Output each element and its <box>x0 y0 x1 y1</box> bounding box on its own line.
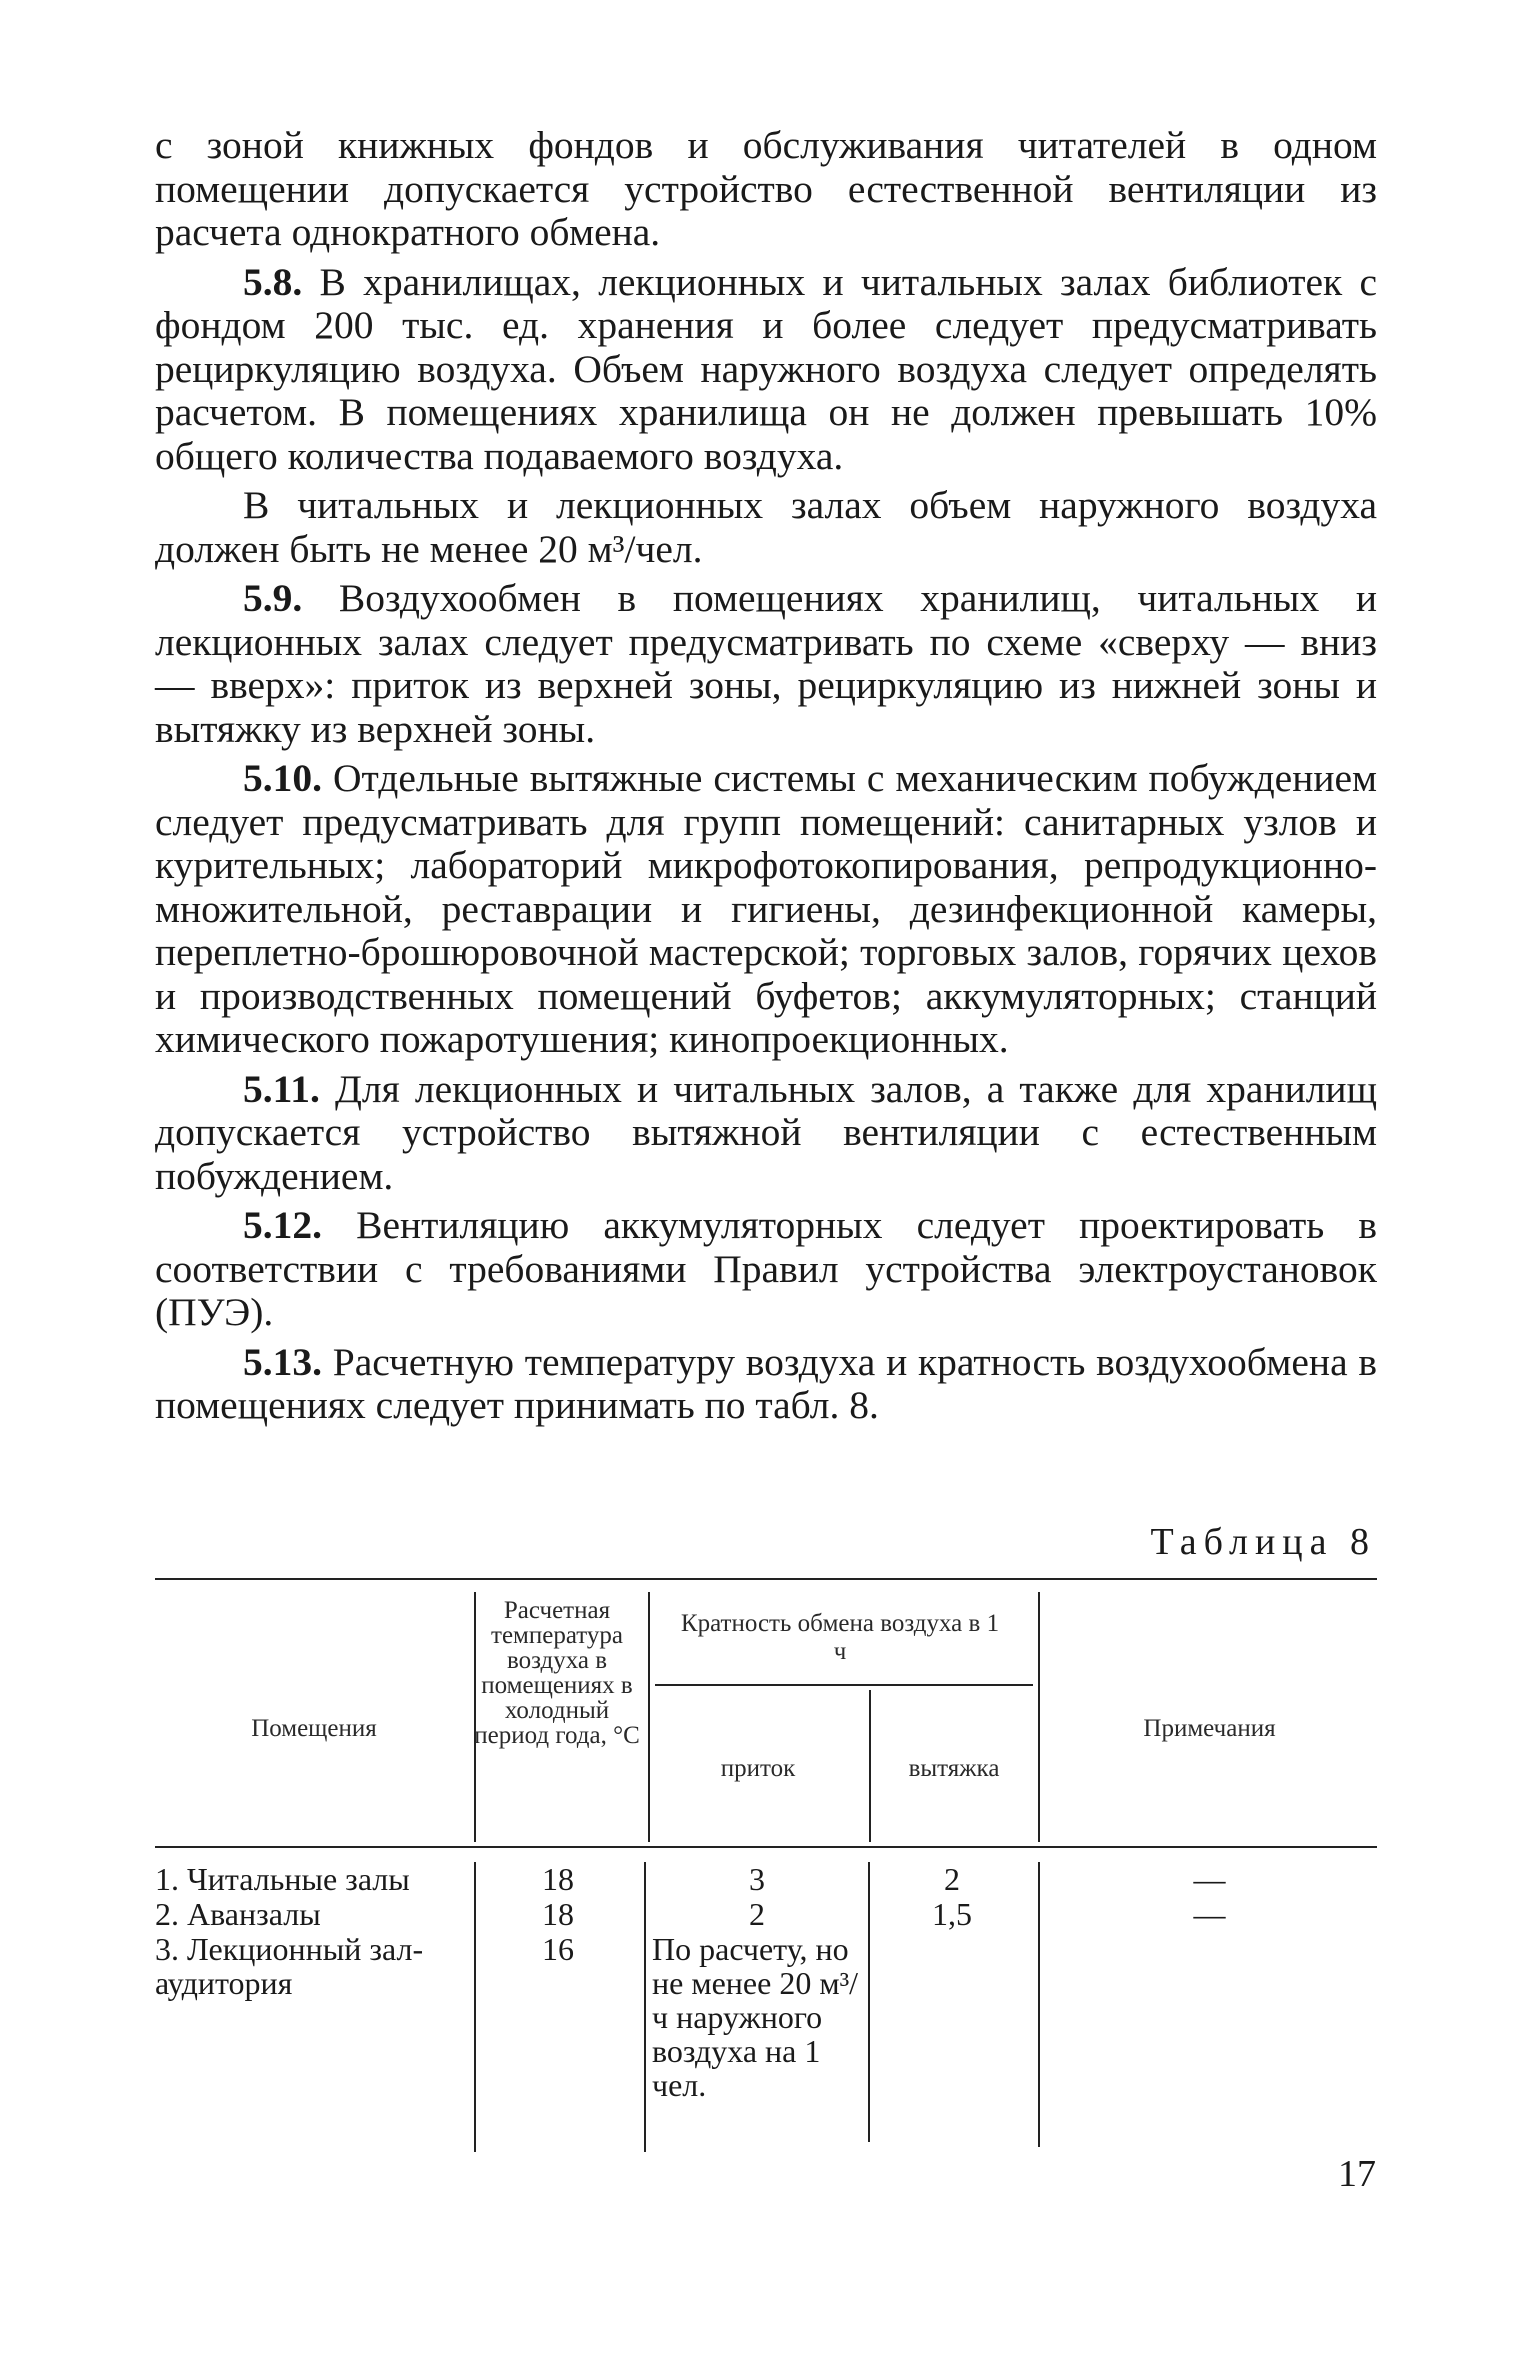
exhaust-value: 2 <box>944 1861 960 1897</box>
inflow-value: По расчету, но не менее 20 м³/ч наружного воздуха на 1 чел. <box>652 1931 859 2103</box>
column-divider <box>644 1862 646 2152</box>
header-exhaust: вытяжка <box>908 1755 1000 1782</box>
note-value: — <box>1193 1861 1226 1897</box>
temperature-value: 18 <box>542 1896 574 1932</box>
paragraph-5-11: 5.11. Для лекционных и читальных залов, а также для хранилищ допускается устройство вытяжной вентиляции с естественным побуждением. <box>155 1066 1377 1198</box>
table-subheader-rule <box>655 1684 1033 1686</box>
page-number: 17 <box>1338 2153 1376 2195</box>
header-exchange-rate: Кратность обмена воздуха в 1 ч <box>680 1610 1000 1665</box>
column-divider <box>1038 1592 1040 1842</box>
paragraph-5-12: 5.12. Вентиляцию аккумуляторных следует проектировать в соответствии с требованиями Правил устройства электроустановок (ПУЭ). <box>155 1203 1377 1334</box>
header-temperature: Расчетная температура воздуха в помещениях в холодный период года, °С <box>474 1597 640 1749</box>
table-header-rule <box>155 1846 1377 1848</box>
header-inflow: приток <box>720 1755 796 1782</box>
column-divider <box>869 1690 871 1842</box>
column-divider <box>868 1862 870 2142</box>
column-divider <box>1038 1862 1040 2147</box>
room-name: 1. Читальные залы <box>155 1861 410 1897</box>
paragraph: В читальных и лекционных залах объем наружного воздуха должен быть не менее 20 м³/чел. <box>155 483 1377 571</box>
paragraph-5-9: 5.9. Воздухообмен в помещениях хранилищ, читальных и лекционных залах следует предусматривать по схеме «сверху — вниз — вверх»: приток из верхней зоны, рециркуляцию из нижней зоны и вытяжку из верхней зоны. <box>155 576 1377 751</box>
header-rooms: Помещения <box>251 1715 377 1742</box>
note-value: — <box>1193 1896 1226 1932</box>
table-top-rule <box>155 1578 1377 1580</box>
paragraph-5-8: 5.8. В хранилищах, лекционных и читальных залах библиотек с фондом 200 тыс. ед. хранения и более следует предусматривать рециркуляцию воздуха. Объем наружного воздуха следует определять расчетом. В помещениях хранилища он не должен превышать 10% общего количества подаваемого воздуха. <box>155 259 1377 478</box>
temperature-value: 18 <box>542 1861 574 1897</box>
body-text <box>155 124 1377 1434</box>
table-title: Таблица 8 <box>1150 1521 1376 1563</box>
paragraph-5-10: 5.10. Отдельные вытяжные системы с механическим побуждением следует предусматривать для групп помещений: санитарных узлов и курительных; лабораторий микрофотокопирования, репродукционно-множительной, реставрации и гигиены, дезинфекционной камеры, переплетно-брошюровочной мастерской; торговых залов, горячих цехов и производственных помещений буфетов; аккумуляторных; станций химического пожаротушения; кинопроекционных. <box>155 756 1377 1061</box>
temperature-value: 16 <box>542 1931 574 1967</box>
header-notes: Примечания <box>1143 1715 1276 1742</box>
paragraph: с зоной книжных фондов и обслуживания читателей в одном помещении допускается устройство естественной вентиляции из расчета однократного обмена. <box>155 123 1377 254</box>
column-divider <box>648 1592 650 1842</box>
column-divider <box>474 1862 476 2152</box>
inflow-value: 3 <box>749 1861 765 1897</box>
room-name: 2. Аванзалы <box>155 1896 321 1932</box>
paragraph-5-13: 5.13. Расчетную температуру воздуха и кратность воздухообмена в помещениях следует принимать по табл. 8. <box>155 1339 1377 1427</box>
exhaust-value: 1,5 <box>932 1896 972 1932</box>
inflow-value: 2 <box>749 1896 765 1932</box>
room-name: 3. Лекционный зал-аудитория <box>155 1931 424 2001</box>
